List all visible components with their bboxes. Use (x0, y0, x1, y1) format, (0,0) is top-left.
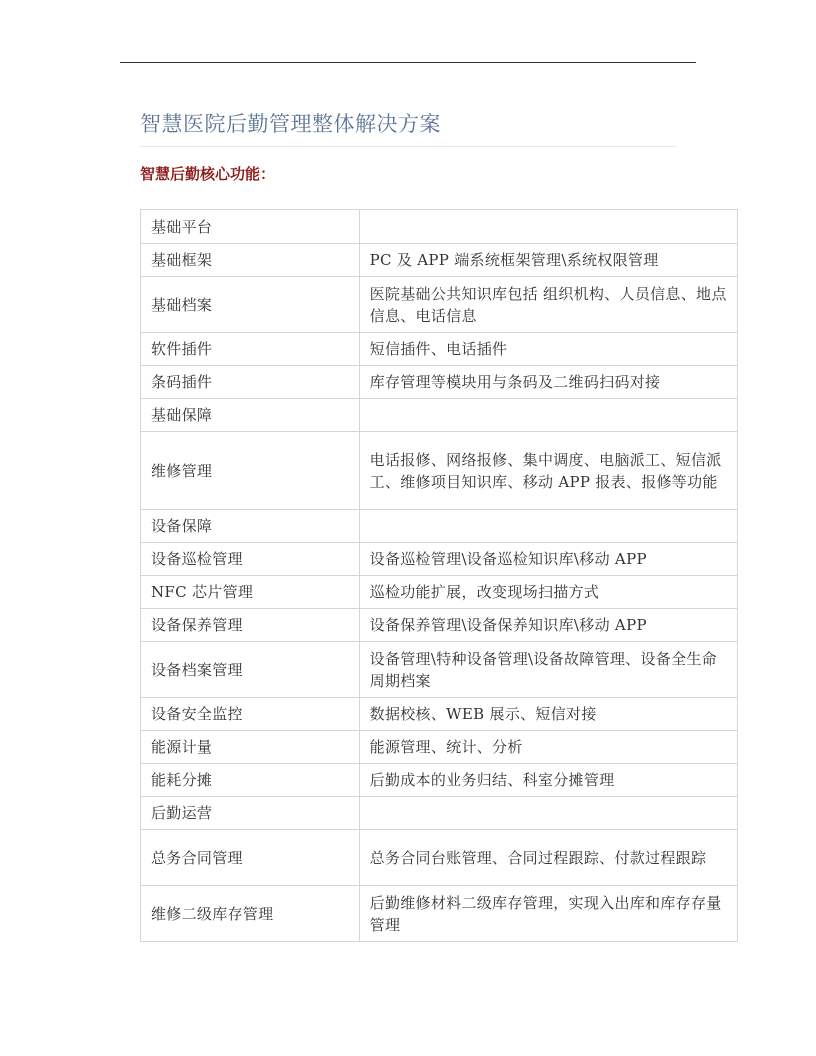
feature-description-cell: 数据校核、WEB 展示、短信对接 (359, 698, 737, 731)
feature-name-cell: NFC 芯片管理 (141, 576, 360, 609)
section-heading: 智慧后勤核心功能： (140, 165, 276, 183)
table-row (141, 366, 738, 399)
feature-name-cell: 基础保障 (141, 399, 360, 432)
table-row (141, 210, 738, 244)
table-row (141, 609, 738, 642)
feature-description-cell (359, 797, 737, 830)
table-row (141, 333, 738, 366)
feature-name-cell: 设备安全监控 (141, 698, 360, 731)
feature-name-cell: 基础档案 (141, 277, 360, 333)
feature-name-cell: 基础平台 (141, 210, 360, 244)
table-row (141, 244, 738, 277)
feature-name-cell: 能源计量 (141, 731, 360, 764)
feature-description-cell: 设备巡检管理\设备巡检知识库\移动 APP (359, 543, 737, 576)
feature-description-cell: 电话报修、网络报修、集中调度、电脑派工、短信派工、维修项目知识库、移动 APP 报表、报修等功能 (359, 432, 737, 510)
table-row (141, 764, 738, 797)
feature-description-cell: 短信插件、电话插件 (359, 333, 737, 366)
feature-name-cell: 基础框架 (141, 244, 360, 277)
table-row (141, 277, 738, 333)
feature-name-cell: 设备保障 (141, 510, 360, 543)
feature-description-cell (359, 210, 737, 244)
feature-description-cell: 设备管理\特种设备管理\设备故障管理、设备全生命周期档案 (359, 642, 737, 698)
table-row (141, 399, 738, 432)
table-row (141, 543, 738, 576)
feature-description-cell: 库存管理等模块用与条码及二维码扫码对接 (359, 366, 737, 399)
feature-table (140, 209, 738, 942)
table-row (141, 797, 738, 830)
feature-name-cell: 设备巡检管理 (141, 543, 360, 576)
table-row (141, 432, 738, 510)
table-row (141, 698, 738, 731)
feature-description-cell: 医院基础公共知识库包括 组织机构、人员信息、地点信息、电话信息 (359, 277, 737, 333)
feature-description-cell: 后勤成本的业务归结、科室分摊管理 (359, 764, 737, 797)
feature-name-cell: 能耗分摊 (141, 764, 360, 797)
table-row (141, 830, 738, 886)
feature-description-cell: 后勤维修材料二级库存管理，实现入出库和库存存量管理 (359, 886, 737, 942)
table-row (141, 731, 738, 764)
feature-name-cell: 设备档案管理 (141, 642, 360, 698)
table-row (141, 886, 738, 942)
feature-name-cell: 总务合同管理 (141, 830, 360, 886)
feature-description-cell: 能源管理、统计、分析 (359, 731, 737, 764)
title-underline (140, 146, 676, 147)
feature-name-cell: 后勤运营 (141, 797, 360, 830)
feature-description-cell: 巡检功能扩展，改变现场扫描方式 (359, 576, 737, 609)
feature-name-cell: 条码插件 (141, 366, 360, 399)
feature-description-cell: 设备保养管理\设备保养知识库\移动 APP (359, 609, 737, 642)
header-rule (120, 62, 696, 63)
feature-name-cell: 维修管理 (141, 432, 360, 510)
feature-description-cell: 总务合同台账管理、合同过程跟踪、付款过程跟踪 (359, 830, 737, 886)
feature-description-cell (359, 510, 737, 543)
table-row (141, 510, 738, 543)
table-row (141, 642, 738, 698)
feature-description-cell: PC 及 APP 端系统框架管理\系统权限管理 (359, 244, 737, 277)
feature-name-cell: 维修二级库存管理 (141, 886, 360, 942)
table-row (141, 576, 738, 609)
document-title: 智慧医院后勤管理整体解决方案 (140, 112, 441, 136)
feature-name-cell: 软件插件 (141, 333, 360, 366)
feature-name-cell: 设备保养管理 (141, 609, 360, 642)
feature-description-cell (359, 399, 737, 432)
